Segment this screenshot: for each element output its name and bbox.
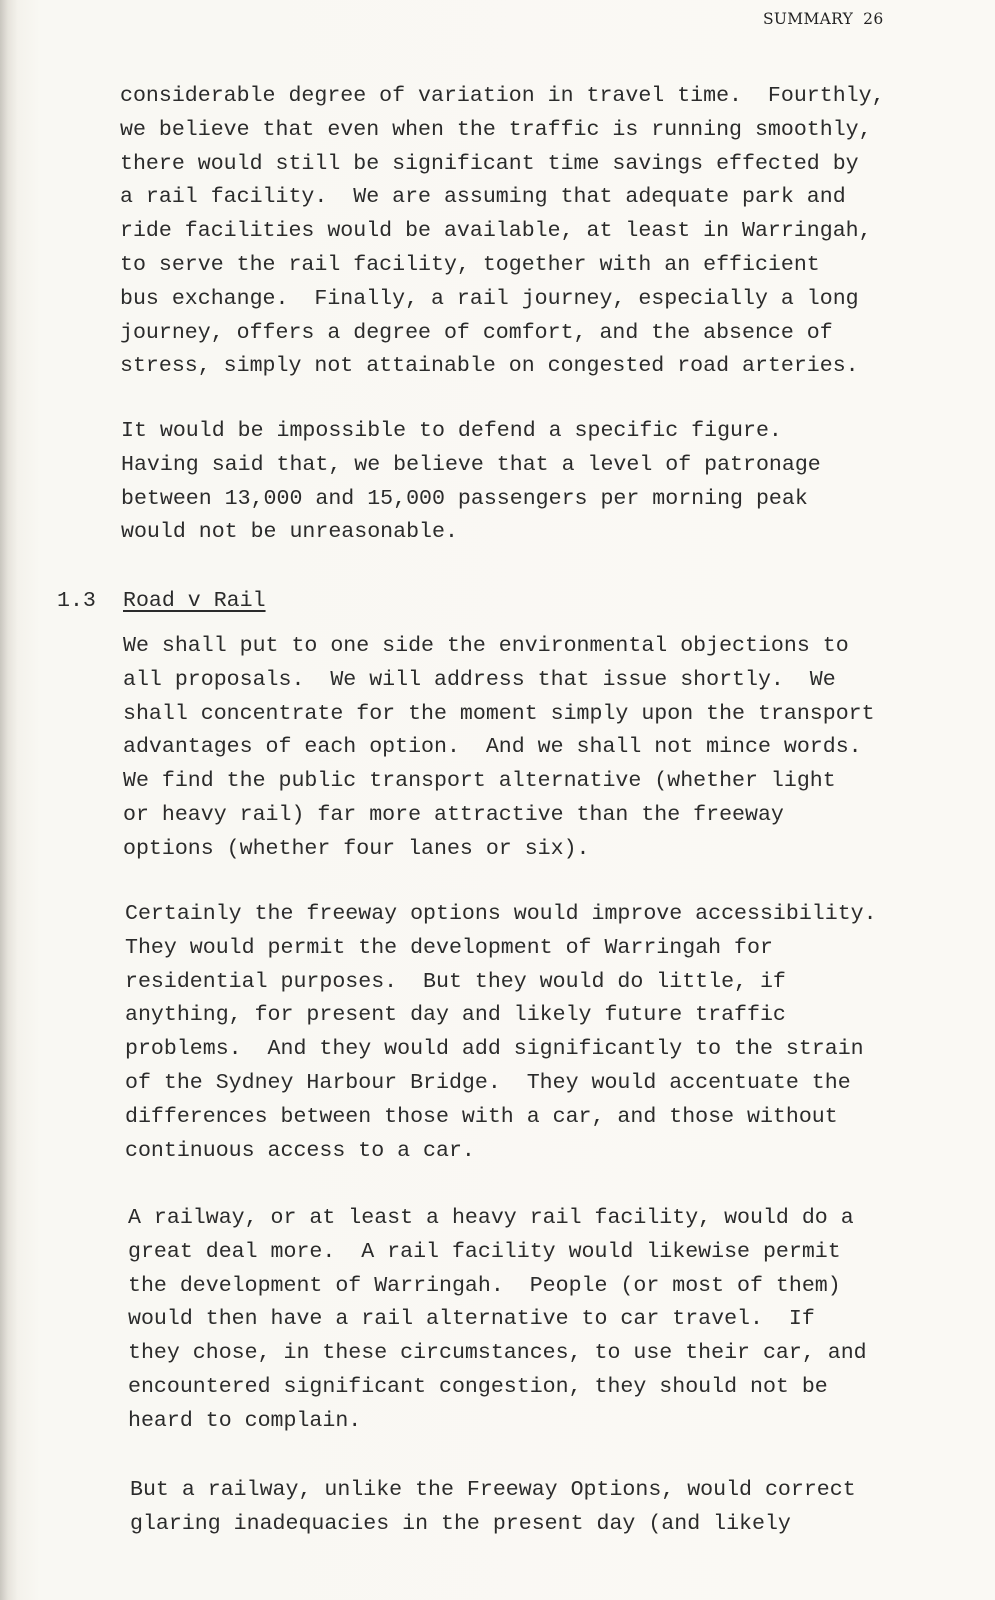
text-line: A railway, or at least a heavy rail facility, would do a bbox=[128, 1206, 854, 1230]
paragraph bbox=[125, 898, 877, 1168]
text-line: ride facilities would be available, at least in Warringah, bbox=[120, 219, 872, 244]
text-line: encountered significant congestion, they should not be bbox=[128, 1374, 828, 1399]
text-line: considerable degree of variation in travel time. Fourthly, bbox=[120, 84, 885, 108]
text-line: glaring inadequacies in the present day (and likely bbox=[130, 1511, 791, 1536]
text-line: to serve the rail facility, together with an efficient bbox=[120, 252, 820, 277]
running-header bbox=[763, 10, 893, 28]
text-line: all proposals. We will address that issue shortly. We bbox=[123, 667, 836, 692]
section-number: 1.3 bbox=[57, 589, 96, 613]
paragraph bbox=[123, 630, 875, 867]
text-line: great deal more. A rail facility would likewise permit bbox=[128, 1239, 841, 1264]
text-line: options (whether four lanes or six). bbox=[123, 836, 590, 861]
text-line: or heavy rail) far more attractive than the freeway bbox=[123, 802, 784, 827]
text-line: they chose, in these circumstances, to use their car, and bbox=[128, 1341, 867, 1366]
text-line: continuous access to a car. bbox=[125, 1138, 475, 1163]
text-line: of the Sydney Harbour Bridge. They would accentuate the bbox=[125, 1070, 851, 1095]
paragraph bbox=[120, 80, 885, 384]
text-line: we believe that even when the traffic is running smoothly, bbox=[120, 117, 872, 142]
text-line: advantages of each option. And we shall not mince words. bbox=[123, 735, 862, 760]
text-line: heard to complain. bbox=[128, 1408, 362, 1433]
section-heading: Road v Rail bbox=[123, 589, 266, 613]
text-line: It would be impossible to defend a specific figure. bbox=[121, 419, 782, 443]
text-line: We shall put to one side the environmental objections to bbox=[123, 634, 849, 658]
text-line: would not be unreasonable. bbox=[121, 520, 458, 545]
page-number: 26 bbox=[863, 10, 884, 28]
text-line: the development of Warringah. People (or most of them) bbox=[128, 1273, 841, 1298]
text-line: residential purposes. But they would do little, if bbox=[125, 969, 786, 994]
paragraph bbox=[130, 1474, 856, 1542]
text-line: a rail facility. We are assuming that adequate park and bbox=[120, 185, 846, 210]
text-line: there would still be significant time savings effected by bbox=[120, 151, 859, 176]
text-line: would then have a rail alternative to car travel. If bbox=[128, 1307, 815, 1332]
text-line: problems. And they would add significantly to the strain bbox=[125, 1037, 864, 1062]
text-line: shall concentrate for the moment simply upon the transport bbox=[123, 701, 875, 726]
text-line: journey, offers a degree of comfort, and the absence of bbox=[120, 320, 833, 345]
text-line: But a railway, unlike the Freeway Options, would correct bbox=[130, 1478, 856, 1502]
text-line: stress, simply not attainable on congested road arteries. bbox=[120, 354, 859, 379]
text-line: They would permit the development of Warringah for bbox=[125, 935, 773, 960]
text-line: anything, for present day and likely future traffic bbox=[125, 1003, 786, 1028]
paragraph bbox=[121, 415, 821, 550]
text-line: bus exchange. Finally, a rail journey, especially a long bbox=[120, 286, 859, 311]
paragraph bbox=[128, 1202, 867, 1439]
text-line: differences between those with a car, and those without bbox=[125, 1104, 838, 1129]
header-section: SUMMARY bbox=[763, 10, 854, 28]
text-line: Certainly the freeway options would improve accessibility. bbox=[125, 902, 877, 926]
text-line: Having said that, we believe that a level of patronage bbox=[121, 452, 821, 477]
text-line: We find the public transport alternative (whether light bbox=[123, 769, 836, 794]
text-line: between 13,000 and 15,000 passengers per morning peak bbox=[121, 486, 808, 511]
